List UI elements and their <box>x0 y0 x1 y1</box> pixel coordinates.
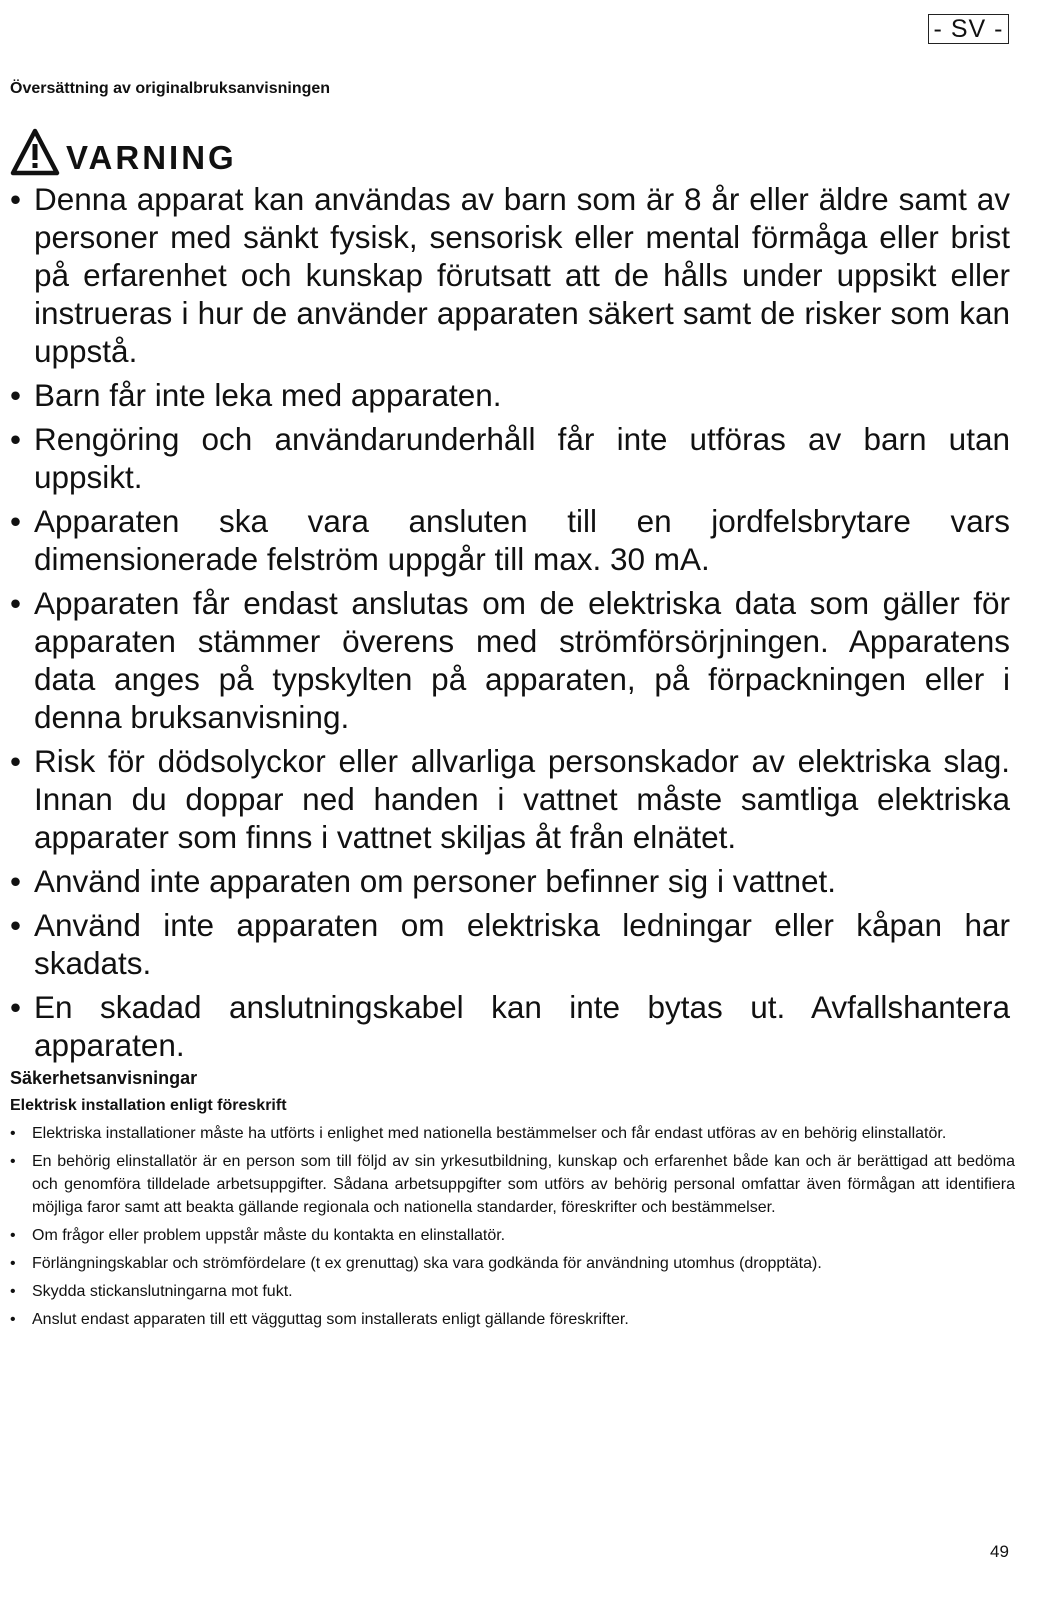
warning-item: • Apparaten ska vara ansluten till en jordfelsbrytare vars dimensionerade felström uppgår till max. 30 mA. <box>10 502 1010 578</box>
safety-item: • Förlängningskablar och strömfördelare (t ex grenuttag) ska vara godkända för användning utomhus (dropptäta). <box>10 1252 1015 1275</box>
safety-heading: Säkerhetsanvisningar <box>10 1068 198 1088</box>
safety-list <box>10 1122 1015 1336</box>
safety-item: • Anslut endast apparaten till ett vägguttag som installerats enligt gällande föreskrifter. <box>10 1308 1015 1331</box>
safety-item: • Om frågor eller problem uppstår måste du kontakta en elinstallatör. <box>10 1224 1015 1247</box>
language-tag: - SV - <box>928 14 1009 44</box>
warning-list <box>10 180 1010 1070</box>
warning-item: • En skadad anslutningskabel kan inte bytas ut. Avfallshantera apparaten. <box>10 988 1010 1064</box>
warning-item: • Denna apparat kan användas av barn som är 8 år eller äldre samt av personer med sänkt fysisk, sensorisk eller mental förmåga eller brist på erfarenhet och kunskap förutsatt att de hålls under uppsikt eller instrueras i hur de använder apparaten säkert samt de risker som kan uppstå. <box>10 180 1010 370</box>
warning-item: • Använd inte apparaten om personer befinner sig i vattnet. <box>10 862 1010 900</box>
safety-item: • En behörig elinstallatör är en person som till följd av sin yrkesutbildning, kunskap och erfarenhet både kan och är berättigad att bedöma och genomföra tilldelade arbetsuppgifter. Sådana arbetsuppgifter som utförs av behörig personal omfattar även förmågan att identifiera möjliga faror samt att beakta gällande regionala och nationella standarder, föreskrifter och bestämmelser. <box>10 1150 1015 1219</box>
warning-item: • Barn får inte leka med apparaten. <box>10 376 1010 414</box>
document-subtitle: Översättning av originalbruksanvisningen <box>10 80 331 97</box>
warning-item: • Rengöring och användarunderhåll får inte utföras av barn utan uppsikt. <box>10 420 1010 496</box>
safety-subheading: Elektrisk installation enligt föreskrift <box>10 1097 287 1114</box>
warning-item: • Apparaten får endast anslutas om de elektriska data som gäller för apparaten stämmer överens med strömförsörjningen. Apparatens data anges på typskylten på apparaten, på förpackningen eller i denna bruksanvisning. <box>10 584 1010 736</box>
safety-item: • Skydda stickanslutningarna mot fukt. <box>10 1280 1015 1303</box>
warning-title: VARNING <box>66 139 237 176</box>
warning-item: • Risk för dödsolyckor eller allvarliga personskador av elektriska slag. Innan du doppar ned handen i vattnet måste samtliga elektriska apparater som finns i vattnet skiljas åt från elnätet. <box>10 742 1010 856</box>
warning-header <box>10 120 237 176</box>
warning-item: • Använd inte apparaten om elektriska ledningar eller kåpan har skadats. <box>10 906 1010 982</box>
warning-triangle-icon <box>10 128 60 176</box>
page-number: 49 <box>990 1542 1009 1561</box>
safety-item: • Elektriska installationer måste ha utförts i enlighet med nationella bestämmelser och får endast utföras av en behörig elinstallatör. <box>10 1122 1015 1145</box>
